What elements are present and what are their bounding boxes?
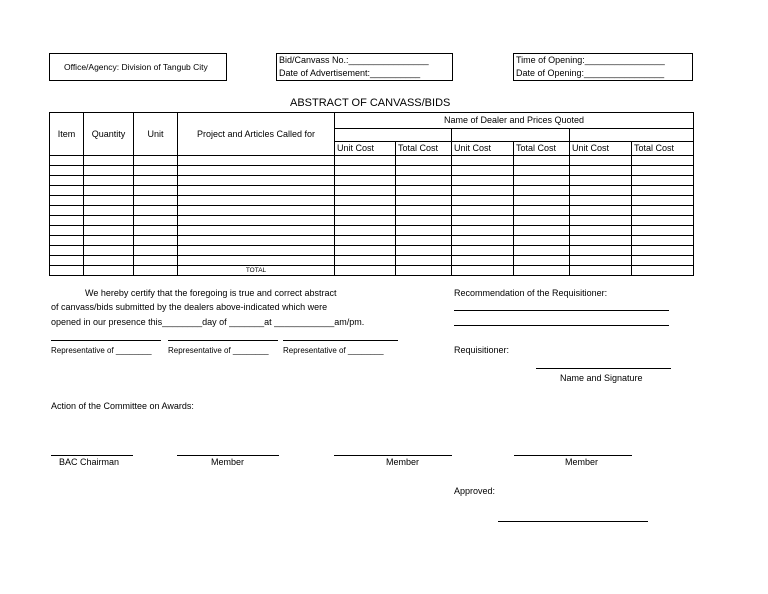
table-cell[interactable]: [452, 176, 514, 186]
table-row: [50, 196, 694, 206]
table-cell[interactable]: [50, 196, 84, 206]
table-cell[interactable]: [514, 256, 570, 266]
table-cell[interactable]: [178, 256, 335, 266]
table-cell[interactable]: [632, 156, 694, 166]
table-cell[interactable]: [178, 196, 335, 206]
table-cell[interactable]: [632, 246, 694, 256]
action-committee-label: Action of the Committee on Awards:: [51, 401, 194, 411]
table-cell[interactable]: [570, 176, 632, 186]
table-cell[interactable]: [335, 246, 396, 256]
table-cell[interactable]: [396, 156, 452, 166]
document-title: ABSTRACT OF CANVASS/BIDS: [290, 97, 451, 109]
table-cell[interactable]: [134, 236, 178, 246]
table-cell[interactable]: [452, 186, 514, 196]
dealer-name-cell-3[interactable]: [570, 128, 694, 142]
table-cell[interactable]: [570, 246, 632, 256]
table-cell[interactable]: [396, 206, 452, 216]
table-cell[interactable]: [396, 256, 452, 266]
table-cell[interactable]: [514, 186, 570, 196]
table-cell[interactable]: [514, 176, 570, 186]
table-row: [50, 206, 694, 216]
date-advertisement-field[interactable]: Date of Advertisement:__________: [279, 68, 421, 78]
date-opening-field[interactable]: Date of Opening:________________: [516, 68, 665, 78]
table-row: [50, 236, 694, 246]
table-cell[interactable]: [632, 206, 694, 216]
table-cell[interactable]: [570, 206, 632, 216]
table-cell[interactable]: [570, 166, 632, 176]
table-cell[interactable]: [335, 166, 396, 176]
dealer-header: Name of Dealer and Prices Quoted: [335, 113, 694, 129]
bac-chairman-label: BAC Chairman: [59, 457, 120, 467]
table-cell[interactable]: [570, 256, 632, 266]
total-row: [50, 266, 694, 276]
table-cell[interactable]: [335, 156, 396, 166]
table-cell[interactable]: [178, 176, 335, 186]
table-cell[interactable]: [178, 246, 335, 256]
table-cell[interactable]: [514, 196, 570, 206]
table-cell[interactable]: [178, 206, 335, 216]
opening-info-box: [513, 53, 693, 81]
table-row: [50, 226, 694, 236]
canvass-table: [49, 112, 694, 276]
table-cell[interactable]: [632, 176, 694, 186]
office-agency-box: [49, 53, 227, 81]
table-cell[interactable]: [452, 206, 514, 216]
member-label-2: Member: [386, 457, 420, 467]
table-cell[interactable]: [452, 226, 514, 236]
table-cell[interactable]: [50, 256, 84, 266]
col-header-unit-cost: Unit Cost: [452, 142, 514, 156]
signature-line: [168, 340, 278, 341]
table-cell[interactable]: [84, 236, 134, 246]
table-cell[interactable]: [178, 226, 335, 236]
col-header-total-cost: Total Cost: [396, 142, 452, 156]
table-cell[interactable]: [134, 156, 178, 166]
col-header-quantity: Quantity: [84, 113, 134, 156]
table-cell[interactable]: [50, 206, 84, 216]
table-cell[interactable]: [452, 256, 514, 266]
table-cell[interactable]: [514, 246, 570, 256]
table-cell[interactable]: [50, 186, 84, 196]
table-cell[interactable]: [514, 216, 570, 226]
table-cell[interactable]: [632, 166, 694, 176]
representative-label-3: Representative of ________: [283, 346, 384, 355]
table-row: [50, 216, 694, 226]
table-cell[interactable]: [514, 206, 570, 216]
col-header-project: Project and Articles Called for: [178, 113, 335, 156]
table-cell[interactable]: [452, 216, 514, 226]
table-cell[interactable]: [452, 196, 514, 206]
table-cell[interactable]: [178, 166, 335, 176]
table-cell[interactable]: [570, 236, 632, 246]
col-header-unit: Unit: [134, 113, 178, 156]
table-cell[interactable]: [632, 216, 694, 226]
table-cell[interactable]: [178, 216, 335, 226]
table-cell[interactable]: [335, 226, 396, 236]
table-cell[interactable]: [84, 246, 134, 256]
representative-label-1: Representative of ________: [51, 346, 152, 355]
table-row: [50, 186, 694, 196]
signature-line: [283, 340, 398, 341]
table-cell[interactable]: [50, 226, 84, 236]
table-cell[interactable]: [514, 156, 570, 166]
approved-signature-line: [498, 521, 648, 522]
col-header-item: Item: [50, 113, 84, 156]
time-opening-field[interactable]: Time of Opening:________________: [516, 55, 665, 65]
table-cell[interactable]: [335, 236, 396, 246]
col-header-total-cost: Total Cost: [514, 142, 570, 156]
table-cell[interactable]: [570, 186, 632, 196]
member-line-2: [334, 455, 452, 456]
representative-label-2: Representative of ________: [168, 346, 269, 355]
table-cell[interactable]: [84, 226, 134, 236]
table-cell[interactable]: [134, 186, 178, 196]
name-signature-label: Name and Signature: [560, 373, 643, 383]
table-row: [50, 176, 694, 186]
table-cell[interactable]: [134, 256, 178, 266]
table-cell[interactable]: [84, 176, 134, 186]
table-cell[interactable]: [514, 236, 570, 246]
member-label-3: Member: [565, 457, 599, 467]
col-header-unit-cost: Unit Cost: [335, 142, 396, 156]
table-cell[interactable]: [396, 216, 452, 226]
table-row: [50, 156, 694, 166]
col-header-total-cost: Total Cost: [632, 142, 694, 156]
table-cell[interactable]: [570, 216, 632, 226]
certify-line-1: We hereby certify that the foregoing is true and correct abstract: [85, 288, 337, 298]
table-cell[interactable]: [50, 156, 84, 166]
member-line-1: [177, 455, 279, 456]
table-row: [50, 166, 694, 176]
col-header-unit-cost: Unit Cost: [570, 142, 632, 156]
table-cell[interactable]: [335, 206, 396, 216]
table-cell[interactable]: [50, 176, 84, 186]
table-cell[interactable]: [514, 226, 570, 236]
table-cell[interactable]: [632, 186, 694, 196]
signature-line: [51, 340, 161, 341]
table-cell[interactable]: [396, 226, 452, 236]
table-cell[interactable]: [396, 186, 452, 196]
recommendation-line-1: [454, 310, 669, 311]
office-agency-label: Office/Agency: Division of Tangub City: [64, 62, 208, 72]
member-label-1: Member: [211, 457, 245, 467]
table-row: [50, 256, 694, 266]
table-cell[interactable]: [570, 156, 632, 166]
table-cell[interactable]: [570, 196, 632, 206]
table-cell[interactable]: [178, 236, 335, 246]
table-cell[interactable]: [335, 186, 396, 196]
bid-info-box: [276, 53, 453, 81]
table-cell[interactable]: [396, 166, 452, 176]
table-cell[interactable]: [84, 186, 134, 196]
member-line-3: [514, 455, 632, 456]
table-cell[interactable]: [452, 246, 514, 256]
table-cell[interactable]: [134, 206, 178, 216]
table-cell[interactable]: [178, 156, 335, 166]
bac-chairman-line: [51, 455, 133, 456]
table-cell[interactable]: [50, 246, 84, 256]
table-cell[interactable]: [335, 216, 396, 226]
table-cell[interactable]: [178, 186, 335, 196]
dealer-name-cell-1[interactable]: [335, 128, 452, 142]
table-cell[interactable]: [570, 226, 632, 236]
certify-line-3: opened in our presence this________day of _______at ____________am/pm.: [51, 317, 365, 327]
requisitioner-label: Requisitioner:: [454, 345, 510, 355]
table-cell[interactable]: [632, 256, 694, 266]
recommendation-label: Recommendation of the Requisitioner:: [454, 288, 608, 298]
table-row: [50, 246, 694, 256]
table-cell[interactable]: [396, 246, 452, 256]
table-cell[interactable]: [134, 176, 178, 186]
table-cell[interactable]: [452, 236, 514, 246]
table-cell[interactable]: [50, 236, 84, 246]
certify-line-2: of canvass/bids submitted by the dealers above-indicated which were: [51, 302, 328, 312]
table-cell[interactable]: [50, 216, 84, 226]
table-cell[interactable]: [632, 196, 694, 206]
table-cell[interactable]: [134, 196, 178, 206]
table-cell[interactable]: [335, 196, 396, 206]
table-cell[interactable]: [84, 216, 134, 226]
table-cell[interactable]: [396, 176, 452, 186]
table-cell[interactable]: [84, 166, 134, 176]
table-cell[interactable]: [84, 156, 134, 166]
table-cell[interactable]: [50, 166, 84, 176]
recommendation-line-2: [454, 325, 669, 326]
table-cell[interactable]: [335, 176, 396, 186]
table-cell[interactable]: [84, 256, 134, 266]
table-cell[interactable]: [84, 196, 134, 206]
table-cell[interactable]: [632, 236, 694, 246]
table-cell[interactable]: [396, 236, 452, 246]
table-cell[interactable]: [84, 206, 134, 216]
approved-label: Approved:: [454, 486, 496, 496]
dealer-name-cell-2[interactable]: [452, 128, 570, 142]
bid-canvass-no-field[interactable]: Bid/Canvass No.:________________: [279, 55, 429, 65]
table-cell[interactable]: [134, 226, 178, 236]
table-cell[interactable]: [452, 156, 514, 166]
table-cell[interactable]: [134, 166, 178, 176]
table-cell[interactable]: [514, 166, 570, 176]
requisitioner-signature-line: [536, 368, 671, 369]
table-cell[interactable]: [335, 256, 396, 266]
table-cell[interactable]: [134, 216, 178, 226]
table-cell[interactable]: [134, 246, 178, 256]
table-cell[interactable]: [632, 226, 694, 236]
total-label: TOTAL: [178, 266, 335, 276]
table-cell[interactable]: [396, 196, 452, 206]
table-cell[interactable]: [452, 166, 514, 176]
